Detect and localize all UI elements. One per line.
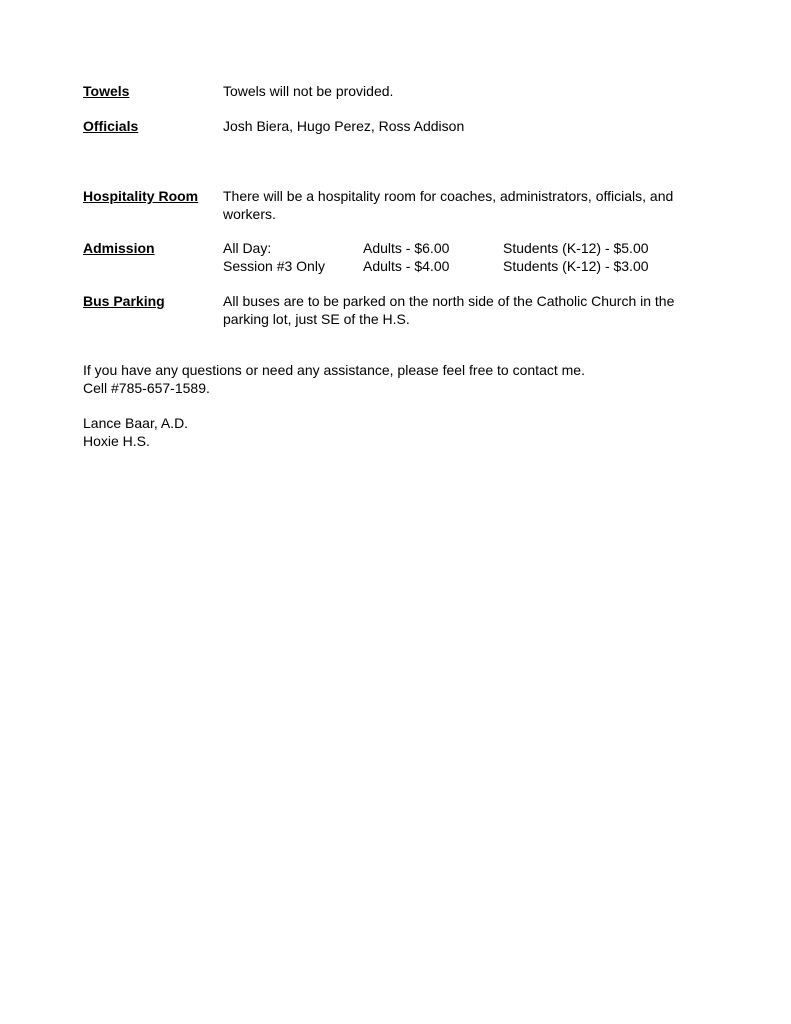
admission-adults-price: Adults - $4.00 <box>363 257 450 274</box>
contact-phone: Cell #785-657-1589. <box>83 379 210 396</box>
hospitality-label: Hospitality Room <box>83 188 199 204</box>
admission-students-price: Students (K-12) - $3.00 <box>503 257 649 274</box>
admission-row <box>223 258 693 276</box>
signature-school: Hoxie H.S. <box>83 432 150 449</box>
signature-name: Lance Baar, A.D. <box>83 415 189 431</box>
officials-label: Officials <box>83 118 139 134</box>
towels-text: Towels will not be provided. <box>223 83 394 99</box>
hospitality-text: There will be a hospitality room for coaches, administrators, officials, and workers. <box>223 188 674 222</box>
admission-students-price: Students (K-12) - $5.00 <box>503 240 649 256</box>
admission-row <box>223 240 693 258</box>
bus-parking-text: All buses are to be parked on the north side of the Catholic Church in the parking lot, just SE of the H.S. <box>223 293 675 327</box>
contact-paragraph <box>83 362 703 397</box>
contact-line: If you have any questions or need any assistance, please feel free to contact me. <box>83 362 585 378</box>
admission-session: Session #3 Only <box>223 257 325 274</box>
towels-label: Towels <box>83 83 130 99</box>
admission-table <box>223 240 693 275</box>
signature-block <box>83 415 703 450</box>
admission-label: Admission <box>83 240 155 256</box>
admission-adults-price: Adults - $6.00 <box>363 240 450 256</box>
admission-session: All Day: <box>223 240 272 256</box>
officials-text: Josh Biera, Hugo Perez, Ross Addison <box>223 118 465 134</box>
bus-parking-label: Bus Parking <box>83 293 165 309</box>
